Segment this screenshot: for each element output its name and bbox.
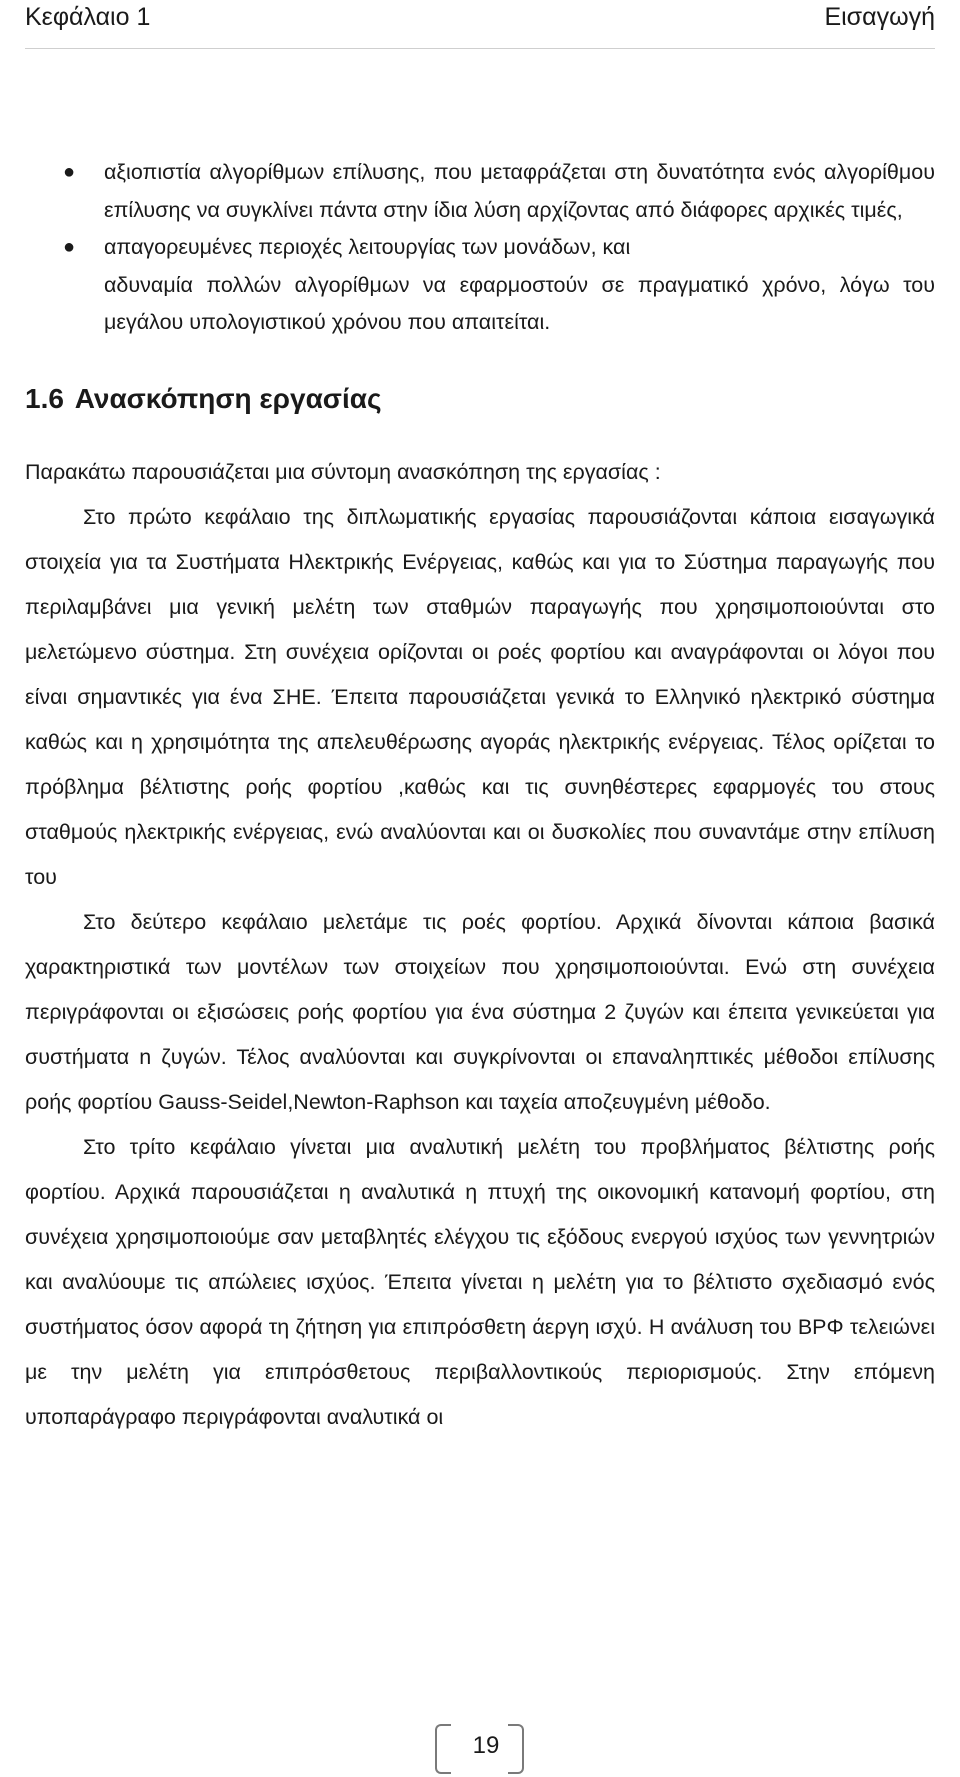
chapter-label: Κεφάλαιο 1	[25, 3, 151, 31]
list-item	[63, 229, 935, 267]
page-header	[25, 0, 935, 49]
list-item-text: αξιοπιστία αλγορίθμων επίλυσης, που μεταφράζεται στη δυνατότητα ενός αλγορίθμου επίλυσης να συγκλίνει πάντα στην ίδια λύση αρχίζοντας από διάφορες αρχικές τιμές,	[104, 160, 935, 222]
section-title: Ανασκόπηση εργασίας	[74, 382, 382, 414]
paragraph-chapter-2: Στο δεύτερο κεφάλαιο μελετάμε τις ροές φορτίου. Αρχικά δίνονται κάποια βασικά χαρακτηριστικά των μοντέλων των στοιχείων που χρησιμοποιούνται. Ενώ στη συνέχεια περιγράφονται οι εξισώσεις ροής φορτίου για ένα σύστημα 2 ζυγών και έπειτα γενικεύεται για συστήματα n ζυγών. Τέλος αναλύονται και συγκρίνονται οι επαναληπτικές μέθοδοι επίλυσης ροής φορτίου Gauss-Seidel,Newton-Raphson και ταχεία αποζευγμένη μέθοδο.	[25, 909, 935, 1114]
bullet-icon: ●	[63, 236, 76, 258]
bullet-list	[25, 154, 935, 342]
paragraph-chapter-3: Στο τρίτο κεφάλαιο γίνεται μια αναλυτική μελέτη του προβλήματος βέλτιστης ροής φορτίου. Αρχικά παρουσιάζεται η αναλυτικά η πτυχή της οικονομική κατανομή φορτίου, στη συνέχεια χρησιμοποιούμε σαν μεταβλητές ελέγχου τις εξόδους ενεργού ισχύος των γεννητριών και αναλύουμε τις απώλειες ισχύος. Έπειτα γίνεται η μελέτη για το βέλτιστο σχεδιασμό ενός συστήματος όσον αφορά τη ζήτηση για επιπρόσθετη άεργη ισχύ. Η ανάλυση του ΒΡΦ τελειώνει με την μελέτη για επιπρόσθετους περιβαλλοντικούς περιορισμούς. Στην επόμενη υποπαράγραφο περιγράφονται αναλυτικά οι	[25, 1134, 935, 1429]
page-body	[25, 154, 935, 1440]
right-brace-icon	[508, 1724, 524, 1774]
left-brace-icon	[435, 1724, 451, 1774]
chapter-title: Εισαγωγή	[824, 3, 935, 31]
paragraph-chapter-1: Στο πρώτο κεφάλαιο της διπλωματικής εργασίας παρουσιάζονται κάποια εισαγωγικά στοιχεία για τα Συστήματα Ηλεκτρικής Ενέργειας, καθώς και για το Σύστημα παραγωγής που περιλαμβάνει μια γενική μελέτη των σταθμών παραγωγής που χρησιμοποιούνται στο μελετώμενο σύστημα. Στη συνέχεια ορίζονται οι ροές φορτίου και αναγράφονται οι λόγοι που είναι σημαντικές για ένα ΣΗΕ. Έπειτα παρουσιάζεται γενικά το Ελληνικό ηλεκτρικό σύστημα καθώς και η χρησιμότητα της απελευθέρωσης αγοράς ηλεκτρικής ενέργειας. Τέλος ορίζεται το πρόβλημα βέλτιστης ροής φορτίου ,καθώς και τις συνηθέστερες εφαρμογές του στους σταθμούς ηλεκτρικής ενέργειας, ενώ αναλύονται και οι δυσκολίες που συναντάμε στην επίλυση του	[25, 504, 935, 889]
section-heading	[25, 356, 935, 442]
list-item	[104, 267, 935, 342]
page-footer	[0, 1724, 960, 1770]
list-item	[63, 154, 935, 229]
section-number: 1.6	[25, 382, 64, 414]
list-item-text: αδυναμία πολλών αλγορίθμων να εφαρμοστούν σε πραγματικό χρόνο, λόγω του μεγάλου υπολογιστικού χρόνου που απαιτείται.	[104, 272, 935, 334]
list-item-text: απαγορευμένες περιοχές λειτουργίας των μονάδων, και	[104, 235, 631, 259]
page-number: 19	[472, 1732, 500, 1759]
paragraph-intro: Παρακάτω παρουσιάζεται μια σύντομη ανασκόπηση της εργασίας :	[25, 459, 661, 484]
bullet-icon: ●	[63, 161, 76, 183]
